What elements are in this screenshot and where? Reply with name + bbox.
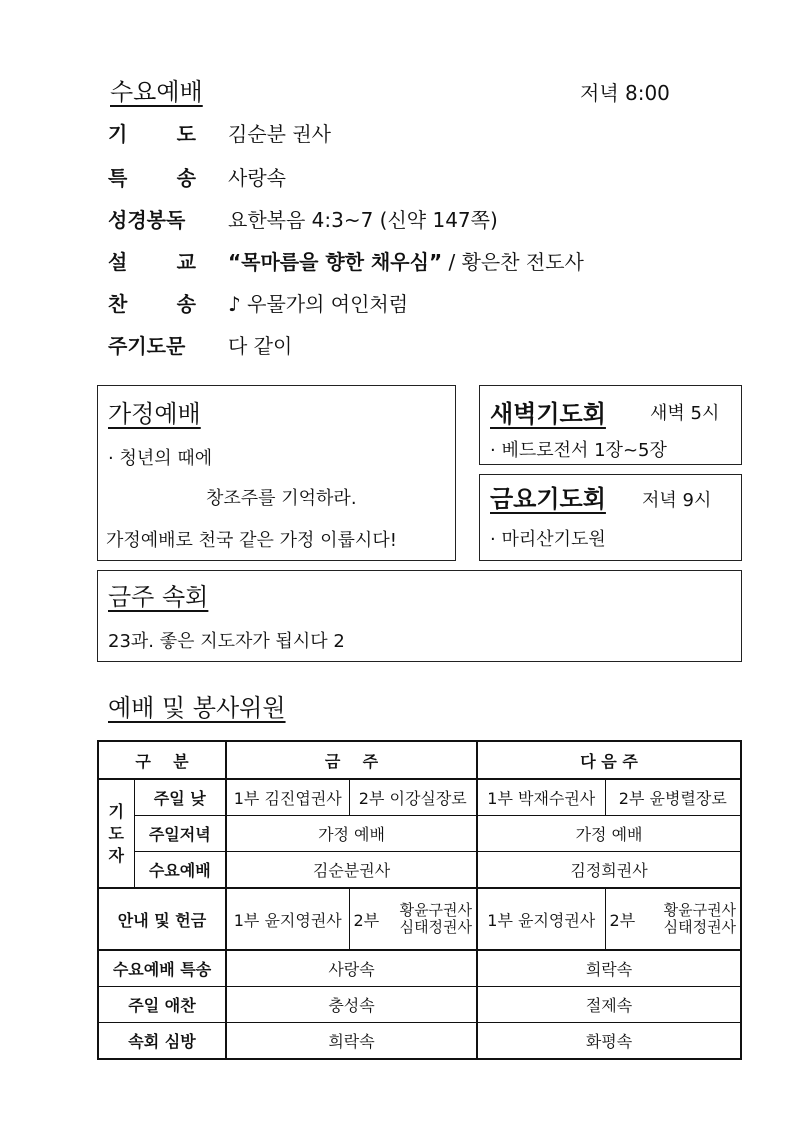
row-value: 요한복음 4:3~7 (신약 147쪽)	[228, 207, 498, 232]
wednesday-row-special-song	[108, 159, 286, 193]
wednesday-row-scripture	[108, 201, 498, 235]
table-row	[98, 779, 741, 816]
row-value: 김순분 권사	[228, 121, 331, 146]
row-label: 수요예배	[134, 852, 226, 889]
wednesday-title: 수요예배	[110, 78, 203, 106]
dawn-prayer-text: · 베드로전서 1장~5장	[490, 440, 667, 461]
staff-title: 예배 및 봉사위원	[108, 694, 286, 722]
cell-group-box	[97, 570, 742, 662]
wednesday-row-hymn	[108, 285, 408, 319]
cell-group-text: 23과. 좋은 지도자가 됩시다 2	[108, 631, 345, 652]
row-label: 속회 심방	[98, 1023, 226, 1060]
prayer-group-label: 기 도 자	[98, 779, 134, 888]
cell-next: 절제속	[477, 987, 741, 1023]
row-value	[228, 246, 584, 275]
cell-next-a: 1부 박재수권사	[477, 779, 605, 816]
cell-this-b: 2부 이강실장로	[349, 779, 477, 816]
header-this-week: 금 주	[226, 741, 477, 779]
cell-this: 가정 예배	[226, 816, 477, 852]
cell-group-title: 금주 속회	[108, 583, 209, 611]
staff-table	[97, 740, 742, 1060]
table-row	[98, 987, 741, 1023]
wednesday-time: 저녁 8:00	[580, 81, 670, 105]
table-row	[98, 816, 741, 852]
row-label: 주일 낮	[134, 779, 226, 816]
family-worship-line2: 창조주를 기억하라.	[206, 488, 357, 509]
cell-next-b: 2부 윤병렬장로	[605, 779, 741, 816]
friday-prayer-title: 금요기도회	[490, 485, 606, 513]
cell-next: 희락속	[477, 950, 741, 987]
sermon-preacher: / 황은찬 전도사	[442, 249, 584, 274]
friday-prayer-box	[479, 474, 742, 561]
cell-next-b: 2부 황윤구권사 심태정권사	[605, 888, 741, 950]
cell-this-b: 2부 황윤구권사 심태정권사	[349, 888, 477, 950]
row-label: 주기도문	[108, 333, 186, 358]
row-value: 다 같이	[228, 333, 293, 358]
cell-this-a: 1부 김진엽권사	[226, 779, 349, 816]
cell-next: 가정 예배	[477, 816, 741, 852]
cell-next-a: 1부 윤지영권사	[477, 888, 605, 950]
cell-next: 김정희권사	[477, 852, 741, 889]
header-category: 구 분	[98, 741, 226, 779]
dawn-prayer-box	[479, 385, 742, 465]
family-worship-title: 가정예배	[108, 400, 201, 428]
sermon-title: “목마름을 향한 채우심”	[228, 249, 443, 274]
row-value: 사랑속	[228, 165, 286, 190]
row-label: 주일저녁	[134, 816, 226, 852]
cell-this: 김순분권사	[226, 852, 477, 889]
friday-prayer-text: · 마리산기도원	[490, 529, 606, 550]
family-worship-box	[97, 385, 456, 561]
cell-this: 충성속	[226, 987, 477, 1023]
row-label: 성경봉독	[108, 207, 186, 232]
cell-this-a: 1부 윤지영권사	[226, 888, 349, 950]
dawn-prayer-time: 새벽 5시	[650, 403, 720, 424]
wednesday-row-lords-prayer	[108, 327, 292, 361]
row-label: 찬 송	[108, 291, 196, 316]
wednesday-row-prayer	[108, 115, 331, 149]
header-next-week: 다 음 주	[477, 741, 741, 779]
table-row	[98, 1023, 741, 1060]
family-worship-line1: · 청년의 때에	[108, 448, 213, 469]
row-label: 설 교	[108, 249, 196, 274]
row-label: 안내 및 헌금	[98, 888, 226, 950]
row-label: 주일 애찬	[98, 987, 226, 1023]
wednesday-row-sermon	[108, 243, 584, 277]
row-label: 특 송	[108, 165, 196, 190]
table-row	[98, 852, 741, 889]
cell-this: 희락속	[226, 1023, 477, 1060]
family-worship-line3: 가정예배로 천국 같은 가정 이룹시다!	[106, 530, 397, 551]
table-header-row	[98, 741, 741, 779]
cell-this: 사랑속	[226, 950, 477, 987]
cell-next: 화평속	[477, 1023, 741, 1060]
row-value: ♪ 우물가의 여인처럼	[228, 291, 409, 316]
row-label: 수요예배 특송	[98, 950, 226, 987]
table-row	[98, 950, 741, 987]
dawn-prayer-title: 새벽기도회	[490, 400, 606, 428]
row-label: 기 도	[108, 121, 196, 146]
friday-prayer-time: 저녁 9시	[642, 490, 712, 511]
table-row	[98, 888, 741, 950]
